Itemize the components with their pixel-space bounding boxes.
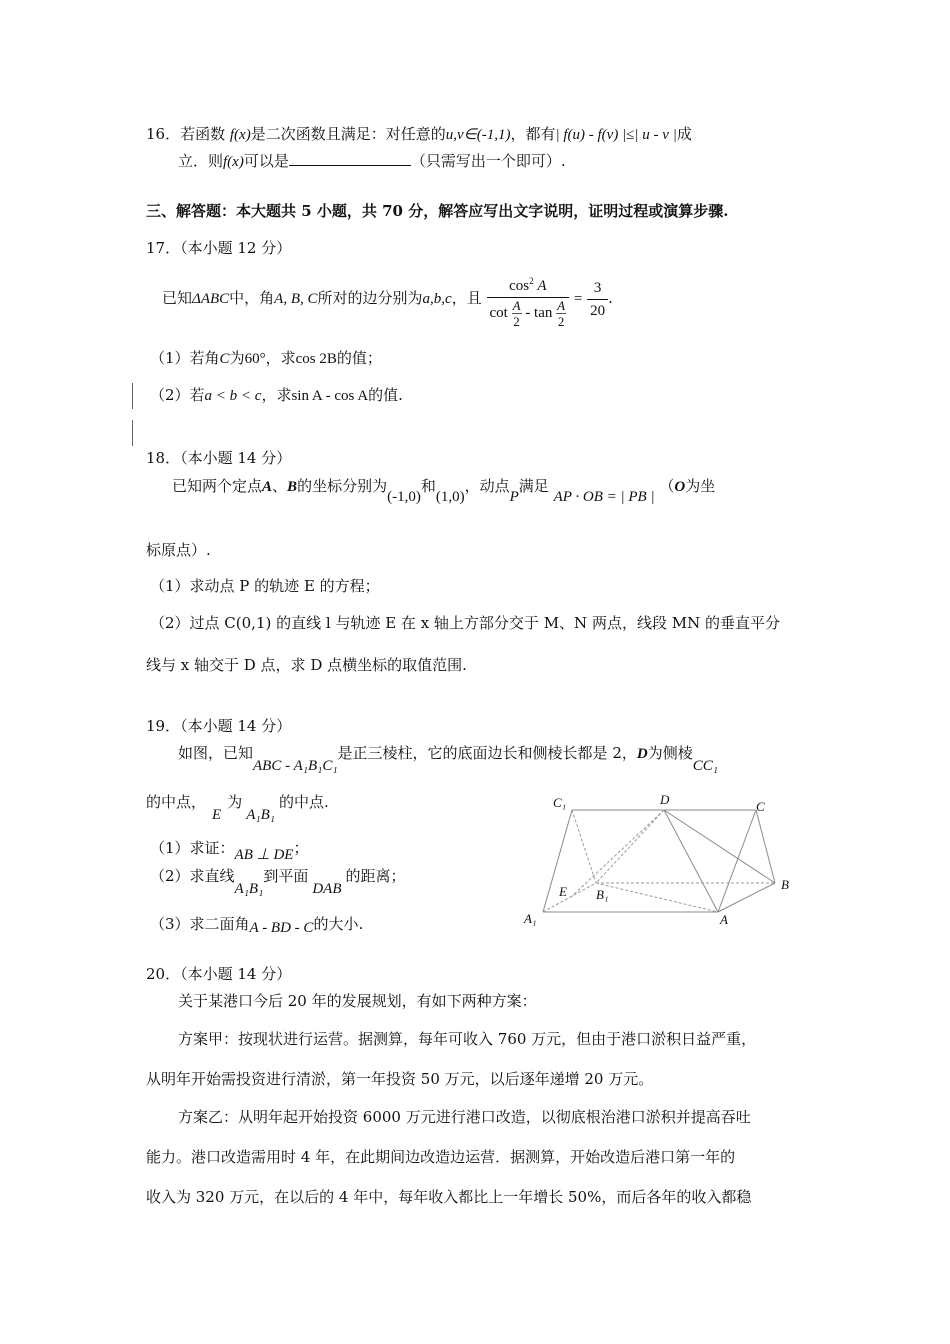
revision-bar [132,420,133,446]
half-num: A [557,297,566,313]
q18-text: 满足 [518,477,549,495]
q19-p3-angle: A - BD - C [249,920,314,936]
q19-stem [178,743,718,774]
q20-line1: 关于某港口今后 20 年的发展规划，有如下两种方案： [178,992,537,1010]
q17-part2 [150,385,403,406]
q16-uv: u,v∈(-1,1) [445,127,511,143]
edge-a-b [718,883,775,912]
q18-part2-line1: （2）过点 C(0,1) 的直线 l 与轨迹 E 在 x 轴上方部分交于 M、N 两点，线段 MN 的垂直平分 [150,614,780,632]
point-a: A [262,479,273,495]
degree-value: 60° [244,351,266,367]
q17-rhs-fraction [587,277,608,322]
q19-text: 为 [227,793,243,811]
q18-text: ，动点 [464,477,510,495]
section-heading: 三、解答题：本大题共 5 小题，共 70 分，解答应写出文字说明，证明过程或演算步骤. [146,202,729,220]
hidden-edge-d-b1 [596,810,664,883]
q18-text: 为坐 [685,477,716,495]
hidden-edge-c1-b1 [572,810,596,883]
q20-line3: 从明年开始需投资进行清淤，第一年投资 50 万元，以后逐年递增 20 万元。 [146,1070,654,1088]
minus-sign: - [525,304,531,321]
q17-p1-text: ，求 [265,349,296,367]
cos-text: cos [509,277,530,294]
q17-p2-expr: sin A - cos A [291,388,369,404]
q17-sides: a,b,c [422,291,452,307]
label-e: E [559,884,567,899]
point-b: B [287,479,298,495]
half-angle [512,298,522,329]
q17-fraction-denominator [487,298,570,329]
q17-p2-text: ，求 [261,386,292,404]
q16-inequality: | f(u) - f(v) |≤| u - v | [555,127,677,143]
q16-fx: f(x) [223,154,244,170]
q19-p2-plane: DAB [312,881,342,897]
tan-text: tan [534,304,553,321]
q16-line2 [178,151,566,172]
q19-part2 [150,866,406,897]
q19-p2-text: 到平面 [263,867,309,885]
q19-p2-text: （2）求直线 [150,867,235,885]
q19-p3-text: （3）求二面角 [150,915,250,933]
q17-text: 已知 [162,289,193,307]
hidden-edge-a1-b1 [543,883,596,912]
q19-p2-text: 的距离； [345,867,406,885]
q18-stem-cont: 标原点）. [146,541,211,559]
q17-p1-expr: cos 2B [295,351,337,367]
half-num: A [512,297,521,313]
var-c: C [219,351,230,367]
q20-header: 20．（本小题 14 分） [146,965,292,983]
q18-text: 已知两个定点 [172,477,263,495]
q17-p1-text: 的值； [336,349,382,367]
q18-text: 的坐标分别为 [297,477,388,495]
label-b: B [781,877,789,892]
coord-a: (-1,0) [387,489,421,505]
q19-p3-text: 的大小. [313,915,364,933]
point-p: P [509,489,519,505]
label-a1: A₁ [524,911,537,926]
point-e: E [212,807,222,823]
q17-p2-text: 的值. [368,386,403,404]
q20-line2: 方案甲：按现状进行运营。据测算，每年可收入 760 万元，但由于港口淤积日益严重， [178,1030,757,1048]
label-c: C [756,799,765,814]
half-den: 2 [513,313,520,329]
q20-line4: 方案乙：从明年起开始投资 6000 万元进行港口改造，以彻底根治港口淤积并提高吞吐 [178,1108,751,1126]
q18-part1: （1）求动点 P 的轨迹 E 的方程； [150,577,380,595]
q16-fx: f(x) [229,127,251,143]
revision-bar [132,383,133,409]
q19-prism: ABC - A₁B₁C₁ [253,758,338,774]
edge-d-a [664,810,718,912]
rhs-denominator: 20 [590,302,606,319]
q17-p1-text: （1）若角 [150,349,220,367]
var-a: A [537,277,547,294]
q18-stem [172,476,716,505]
period: . [608,289,613,307]
q19-stem-cont [146,792,329,823]
q18-text: 和 [420,477,436,495]
q16-text: 若函数 [180,125,226,143]
edge-c-a [718,810,756,912]
q20-line6: 收入为 320 万元，在以后的 4 年中，每年收入都比上一年增长 50%，而后各年的收入都稳 [146,1188,752,1206]
edge-a1b1: A₁B₁ [246,807,275,823]
q20-line5: 能力。港口改造需用时 4 年，在此期间边改造边运营．据测算，开始改造后港口第一年的 [146,1148,736,1166]
point-o: O [674,479,686,495]
q19-text: 如图，已知 [178,744,254,762]
prism-figure [520,790,820,940]
equals-sign: = [573,291,583,307]
label-c1: C₁ [553,795,567,810]
q16-text: 可以是 [243,152,289,170]
q16-text: 成 [676,125,692,143]
point-d: D [636,746,648,762]
coord-b: (1,0) [435,489,465,505]
q19-header: 19．（本小题 14 分） [146,717,292,735]
q18-part2-line2: 线与 x 轴交于 D 点，求 D 点横坐标的取值范围. [146,656,467,674]
q17-p1-text: 为 [229,349,245,367]
q18-condition: AP · OB = | PB | [553,489,655,505]
q16-text: 是二次函数且满足：对任意的 [250,125,446,143]
q19-text: 的中点， [146,793,207,811]
q18-text: 、 [272,477,288,495]
half-den: 2 [557,313,565,329]
q19-text: 为侧棱 [647,744,693,762]
q19-p1-text: （1）求证： [150,839,235,857]
q16-number: 16． [146,125,181,143]
edge-c1-a1 [543,810,572,912]
q18-header: 18．（本小题 14 分） [146,449,292,467]
q19-p1-text: ； [293,839,309,857]
label-b1: B₁ [596,887,609,902]
label-a: A [720,912,728,927]
q17-fraction-numerator [487,270,570,298]
q17-p2-text: （2）若 [150,386,205,404]
q19-part1 [150,838,309,863]
answer-blank[interactable] [289,151,411,166]
q16-text: ，都有 [510,125,556,143]
q17-text: 所对的边分别为 [317,289,423,307]
q17-text: 中，角 [229,289,275,307]
q18-text: （ [659,477,675,495]
hidden-edge-b1-a [596,883,718,912]
q19-text: 的中点. [278,793,329,811]
q17-part1 [150,348,382,369]
hidden-edge-d-e [570,810,664,898]
q17-text: ，且 [451,289,482,307]
q17-p2-ineq: a < b < c [204,388,262,404]
q19-p1-expr: AB ⊥ DE [234,847,294,863]
q16-text: （只需写出一个即可）. [410,152,566,170]
cot-text: cot [489,304,508,321]
q17-angles: A, B, C [274,291,318,307]
q17-header: 17．（本小题 12 分） [146,239,292,257]
label-d: D [660,792,670,807]
q17-equation-fraction [487,270,570,329]
q19-p2-line: A₁B₁ [234,881,264,897]
power: 2 [529,275,534,286]
q16-text: 立．则 [178,152,224,170]
edge-cc1: CC₁ [692,758,718,774]
q17-triangle: ΔABC [192,291,230,307]
q16-line1 [146,124,692,145]
q19-text: 是正三棱柱，它的底面边长和侧棱长都是 2， [337,744,637,762]
rhs-numerator: 3 [587,277,608,300]
half-angle [556,298,566,329]
q19-part3 [150,914,363,935]
q17-stem [162,266,613,331]
